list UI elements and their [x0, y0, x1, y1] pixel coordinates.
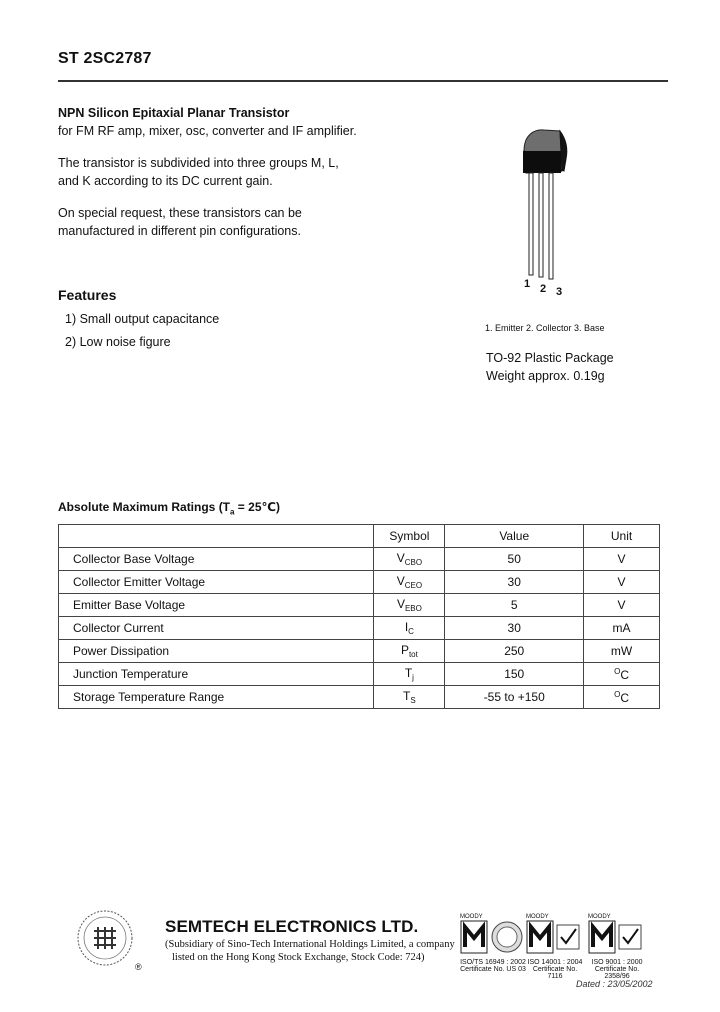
value-cell: 50	[445, 548, 584, 571]
parameter-cell: Junction Temperature	[59, 663, 374, 686]
lead-2	[539, 173, 543, 277]
value-cell: 250	[445, 640, 584, 663]
lead-3	[549, 173, 553, 279]
table-row	[59, 663, 660, 686]
pin-description: 1. Emitter 2. Collector 3. Base	[485, 323, 605, 333]
unit-cell: V	[584, 594, 660, 617]
feature-item: 1) Small output capacitance	[65, 312, 220, 326]
registered-mark: ®	[135, 962, 142, 972]
package-front	[523, 151, 561, 173]
parameter-cell: Power Dissipation	[59, 640, 374, 663]
ratings-heading: Absolute Maximum Ratings ($T_a$ = 25℃)	[58, 500, 281, 517]
value-cell: -55 to +150	[445, 686, 584, 709]
unit-cell: $^O$C	[584, 663, 660, 686]
table-row	[59, 617, 660, 640]
pin-label: 2	[540, 283, 547, 295]
lead-1	[529, 173, 533, 275]
value-cell: 30	[445, 571, 584, 594]
dated-text: Dated : 23/05/2002	[576, 979, 653, 989]
certification-badge: MOODY ISO 14001 : 2004 Certificate No. 7116	[526, 914, 583, 980]
symbol-cell: $P_{tot}$	[374, 640, 445, 663]
table-row	[59, 571, 660, 594]
product-subtitle: NPN Silicon Epitaxial Planar Transistor	[58, 106, 290, 120]
symbol-cell: $V_{CEO}$	[374, 571, 445, 594]
groups-line-1: The transistor is subdivided into three groups M, L,	[58, 156, 339, 170]
symbol-cell: $V_{EBO}$	[374, 594, 445, 617]
package-name: TO-92 Plastic Package	[486, 351, 614, 365]
table-row	[59, 640, 660, 663]
column-header: Value	[445, 525, 584, 548]
company-seal-logo	[76, 909, 136, 967]
symbol-cell: $T_j$	[374, 663, 445, 686]
column-header: Symbol	[374, 525, 445, 548]
symbol-cell: $V_{CBO}$	[374, 548, 445, 571]
column-header: Unit	[584, 525, 660, 548]
moody-m-logo-icon	[526, 920, 584, 954]
special-request-line-2: manufactured in different pin configurations.	[58, 224, 301, 238]
symbol-cell: $I_C$	[374, 617, 445, 640]
moody-m-logo-icon	[460, 920, 526, 954]
company-name: SEMTECH ELECTRONICS LTD.	[165, 917, 419, 936]
special-request-line-1: On special request, these transistors can be	[58, 206, 302, 220]
unit-cell: V	[584, 571, 660, 594]
certification-badge: MOODY ISO 9001 : 2000 Certificate No. 2358/96	[588, 914, 646, 980]
package-weight: Weight approx. 0.19g	[486, 369, 605, 383]
application-line: for FM RF amp, mixer, osc, converter and IF amplifier.	[58, 124, 357, 138]
column-header	[59, 525, 374, 548]
value-cell: 150	[445, 663, 584, 686]
table-row	[59, 594, 660, 617]
to92-package-illustration	[510, 125, 580, 285]
unit-cell: mA	[584, 617, 660, 640]
subsidiary-line-2: listed on the Hong Kong Stock Exchange, Stock Code: 724)	[172, 952, 425, 963]
value-cell: 30	[445, 617, 584, 640]
parameter-cell: Emitter Base Voltage	[59, 594, 374, 617]
value-cell: 5	[445, 594, 584, 617]
parameter-cell: Collector Emitter Voltage	[59, 571, 374, 594]
ratings-table	[58, 524, 660, 709]
parameter-cell: Collector Current	[59, 617, 374, 640]
pin-label: 1	[524, 278, 531, 290]
page-title: ST 2SC2787	[58, 50, 152, 67]
table-header-row	[59, 525, 660, 548]
unit-cell: $^O$C	[584, 686, 660, 709]
title-rule	[58, 80, 668, 82]
parameter-cell: Collector Base Voltage	[59, 548, 374, 571]
table-row	[59, 548, 660, 571]
subsidiary-line-1: (Subsidiary of Sino-Tech International Holdings Limited, a company	[165, 939, 455, 950]
feature-item: 2) Low noise figure	[65, 335, 171, 349]
features-heading: Features	[58, 287, 117, 303]
table-row	[59, 686, 660, 709]
symbol-cell: $T_S$	[374, 686, 445, 709]
pin-label: 3	[556, 286, 563, 298]
unit-cell: V	[584, 548, 660, 571]
moody-m-logo-icon	[588, 920, 646, 954]
groups-line-2: and K according to its DC current gain.	[58, 174, 273, 188]
parameter-cell: Storage Temperature Range	[59, 686, 374, 709]
certification-badge: MOODY ISO/TS 16949 : 2002 Certificate No. US 03	[460, 914, 526, 973]
unit-cell: mW	[584, 640, 660, 663]
